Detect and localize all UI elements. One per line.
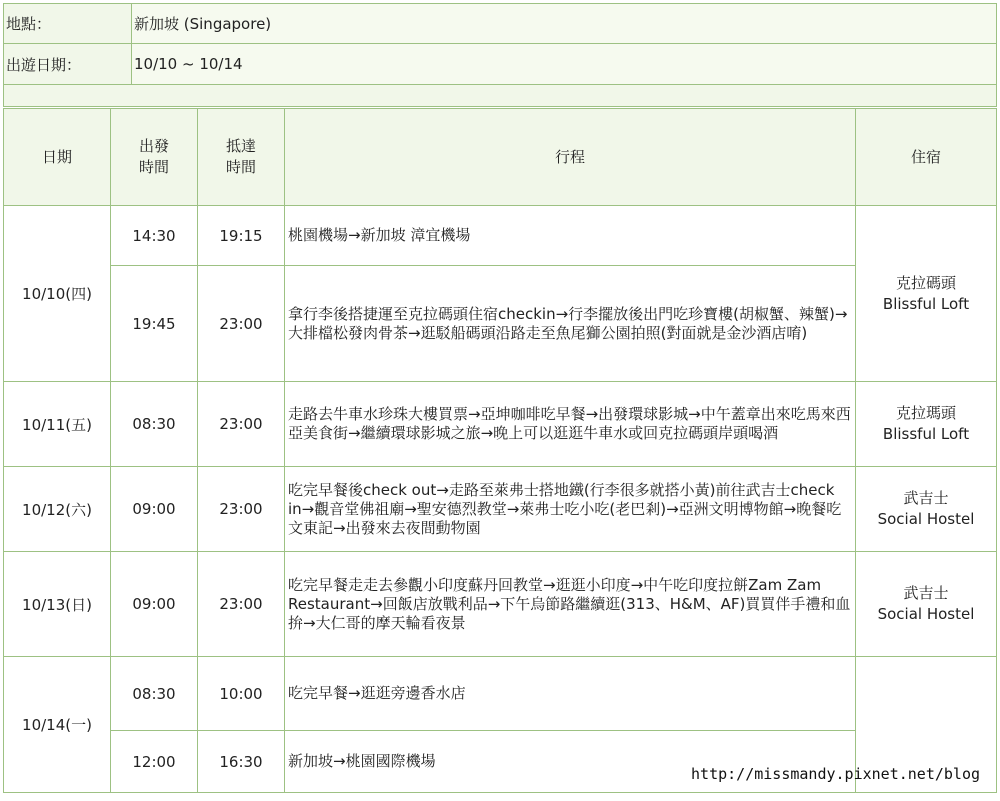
lodging-area: 克拉碼頭 bbox=[895, 273, 956, 292]
depart-time: 12:00 bbox=[111, 731, 198, 793]
blog-url-watermark: http://missmandy.pixnet.net/blog bbox=[691, 765, 980, 783]
lodging-area: 武吉士 bbox=[903, 489, 949, 507]
table-row bbox=[4, 206, 997, 266]
location-value: 新加坡 (Singapore) bbox=[132, 4, 997, 44]
header-arrive bbox=[198, 109, 285, 206]
lodging-cell bbox=[856, 206, 997, 382]
table-row bbox=[4, 552, 997, 657]
date-cell: 10/11(五) bbox=[4, 382, 111, 467]
lodging-name: Social Hostel bbox=[877, 510, 975, 528]
itinerary-cell: 吃完早餐→逛逛旁邊香水店 bbox=[285, 657, 856, 731]
lodging-cell bbox=[856, 467, 997, 552]
depart-time: 14:30 bbox=[111, 206, 198, 266]
lodging-name: Social Hostel bbox=[877, 605, 975, 623]
itinerary-cell: 新加坡→桃園國際機場 bbox=[285, 731, 856, 793]
lodging-cell bbox=[856, 382, 997, 467]
dates-label: 出遊日期： bbox=[4, 44, 132, 85]
trip-info-table bbox=[3, 3, 997, 107]
dates-value: 10/10 ~ 10/14 bbox=[132, 44, 997, 85]
schedule-table bbox=[3, 108, 997, 793]
lodging-name: Blissful Loft bbox=[882, 294, 970, 313]
date-cell: 10/13(日) bbox=[4, 552, 111, 657]
header-depart-line1: 出發 bbox=[138, 137, 169, 155]
lodging-area: 武吉士 bbox=[903, 584, 949, 602]
depart-time: 09:00 bbox=[111, 552, 198, 657]
location-label: 地點： bbox=[4, 4, 132, 44]
arrive-time: 19:15 bbox=[198, 206, 285, 266]
depart-time: 09:00 bbox=[111, 467, 198, 552]
spacer-row bbox=[4, 85, 997, 107]
itinerary-cell: 拿行李後搭捷運至克拉碼頭住宿checkin→行李擺放後出門吃珍寶樓(胡椒蟹、辣蟹)→大排檔松發肉骨茶→逛駁船碼頭沿路走至魚尾獅公園拍照(對面就是金沙酒店唷) bbox=[285, 266, 856, 382]
header-date: 日期 bbox=[4, 109, 111, 206]
lodging-area: 克拉瑪頭 bbox=[895, 404, 956, 422]
table-row bbox=[4, 266, 997, 382]
header-itinerary: 行程 bbox=[285, 109, 856, 206]
arrive-time: 23:00 bbox=[198, 266, 285, 382]
table-row bbox=[4, 382, 997, 467]
arrive-time: 23:00 bbox=[198, 552, 285, 657]
table-row bbox=[4, 731, 997, 793]
header-lodging: 住宿 bbox=[856, 109, 997, 206]
date-cell: 10/14(一) bbox=[4, 657, 111, 793]
table-row bbox=[4, 657, 997, 731]
itinerary-cell: 吃完早餐後check out→走路至萊弗士搭地鐵(行李很多就搭小黃)前往武吉士check in→觀音堂佛祖廟→聖安德烈教堂→萊弗士吃小吃(老巴剎)→亞洲文明博物館→晚餐吃文東記→出發來去夜間動物園 bbox=[285, 467, 856, 552]
arrive-time: 10:00 bbox=[198, 657, 285, 731]
table-row bbox=[4, 467, 997, 552]
dates-row bbox=[4, 44, 997, 85]
location-row bbox=[4, 4, 997, 44]
date-cell: 10/10(四) bbox=[4, 206, 111, 382]
header-row bbox=[4, 109, 997, 206]
depart-time: 19:45 bbox=[111, 266, 198, 382]
itinerary-cell: 桃園機場→新加坡 漳宜機場 bbox=[285, 206, 856, 266]
lodging-name: Blissful Loft bbox=[882, 425, 970, 443]
header-arrive-line2: 時間 bbox=[225, 158, 256, 176]
arrive-time: 23:00 bbox=[198, 382, 285, 467]
date-cell: 10/12(六) bbox=[4, 467, 111, 552]
arrive-time: 16:30 bbox=[198, 731, 285, 793]
depart-time: 08:30 bbox=[111, 382, 198, 467]
lodging-cell bbox=[856, 552, 997, 657]
depart-time: 08:30 bbox=[111, 657, 198, 731]
itinerary-cell: 吃完早餐走走去參觀小印度蘇丹回教堂→逛逛小印度→中午吃印度拉餅Zam Zam Restaurant→回飯店放戰利品→下午烏節路繼續逛(313、H&M、AF)買買伴手禮和血拚→大仁哥的摩天輪看夜景 bbox=[285, 552, 856, 657]
header-arrive-line1: 抵達 bbox=[225, 137, 256, 155]
itinerary-cell: 走路去牛車水珍珠大樓買票→亞坤咖啡吃早餐→出發環球影城→中午蓋章出來吃馬來西亞美食街→繼續環球影城之旅→晚上可以逛逛牛車水或回克拉碼頭岸頭喝酒 bbox=[285, 382, 856, 467]
spacer-cell bbox=[4, 85, 997, 107]
arrive-time: 23:00 bbox=[198, 467, 285, 552]
header-depart-line2: 時間 bbox=[138, 158, 169, 176]
header-depart bbox=[111, 109, 198, 206]
